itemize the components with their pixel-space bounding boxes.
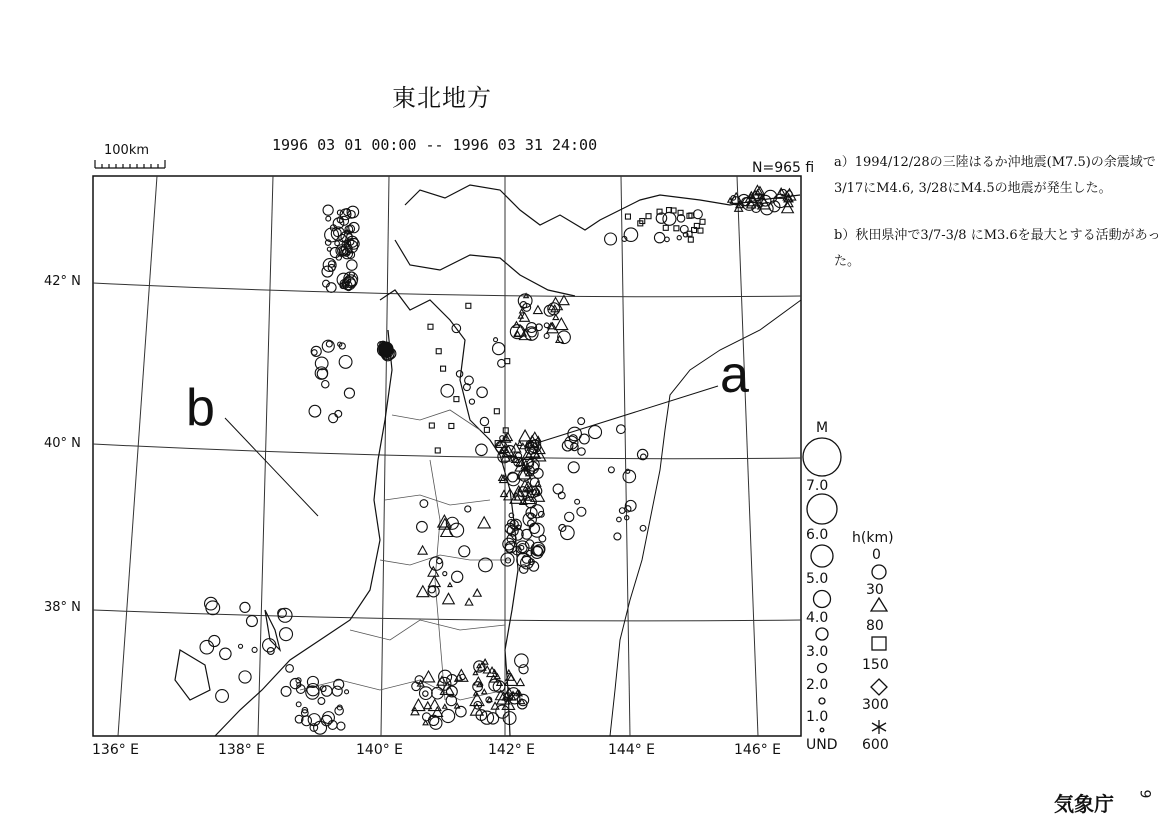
- square-icon: [700, 219, 705, 224]
- triangle-icon: [519, 430, 531, 441]
- square-icon: [872, 637, 886, 650]
- circle-icon: [568, 462, 579, 473]
- sado-island: [175, 650, 210, 700]
- mag-label-7: 7.0: [806, 478, 829, 494]
- lon-label-144: 144° E: [608, 742, 656, 758]
- triangle-icon: [443, 704, 447, 708]
- triangle-icon: [871, 598, 887, 611]
- circle-icon: [565, 512, 574, 521]
- circle-icon: [347, 260, 357, 270]
- annotation-a: a: [720, 346, 749, 404]
- circle-icon: [693, 210, 702, 219]
- lon-label-142: 142° E: [488, 742, 536, 758]
- time-period: 1996 03 01 00:00 -- 1996 03 31 24:00: [272, 136, 598, 154]
- circle-icon: [327, 247, 331, 251]
- circle-icon: [617, 517, 622, 522]
- circle-icon: [337, 722, 345, 730]
- mag-4-circle-icon: [814, 591, 831, 608]
- circle-icon: [575, 499, 580, 504]
- circle-icon: [430, 717, 442, 729]
- lat-label-40: 40° N: [44, 436, 81, 451]
- square-icon: [688, 237, 693, 242]
- square-icon: [441, 366, 446, 371]
- circle-icon: [441, 384, 454, 397]
- triangle-icon: [482, 689, 487, 694]
- circle-icon: [654, 232, 664, 242]
- circle-icon: [281, 686, 291, 696]
- circle-icon: [442, 709, 455, 722]
- circle-icon: [318, 698, 325, 705]
- circle-icon: [530, 523, 544, 537]
- mag-6-circle-icon: [807, 494, 837, 524]
- circle-icon: [544, 333, 549, 338]
- circle-icon: [323, 712, 335, 724]
- circle-icon: [334, 679, 344, 689]
- circle-icon: [419, 687, 432, 700]
- square-icon: [429, 423, 434, 428]
- circle-icon: [238, 644, 242, 648]
- triangle-icon: [443, 593, 455, 603]
- circle-icon: [544, 305, 555, 316]
- square-icon: [646, 214, 651, 219]
- circle-icon: [589, 426, 602, 439]
- lat-label-42: 42° N: [44, 274, 81, 289]
- meridian-136: [118, 176, 157, 736]
- mag-label-6: 6.0: [806, 527, 829, 543]
- circle-icon: [240, 602, 250, 612]
- event-count: N=965 fi: [752, 160, 815, 176]
- circle-icon: [561, 526, 575, 540]
- epicenter-symbols: [200, 185, 796, 734]
- square-icon: [503, 428, 508, 433]
- triangle-icon: [507, 670, 511, 674]
- mag-1-circle-icon: [819, 698, 825, 704]
- circle-icon: [379, 342, 393, 356]
- mag-3-circle-icon: [816, 628, 828, 640]
- circle-icon: [322, 381, 329, 388]
- square-icon: [449, 423, 454, 428]
- square-icon: [484, 427, 489, 432]
- circle-icon: [220, 648, 231, 659]
- triangle-icon: [478, 517, 490, 528]
- depth-label-300: 300: [862, 697, 889, 713]
- circle-icon: [323, 205, 333, 215]
- circle-icon: [625, 506, 631, 512]
- circle-icon: [443, 572, 447, 576]
- mag-7-circle-icon: [803, 438, 841, 476]
- lon-label-140: 140° E: [356, 742, 404, 758]
- mag-label-3: 3.0: [806, 644, 829, 660]
- mag-label-2: 2.0: [806, 677, 829, 693]
- circle-icon: [624, 228, 638, 242]
- circle-icon: [322, 340, 334, 352]
- circle-icon: [335, 241, 340, 246]
- circle-icon: [578, 448, 585, 455]
- border-aomori: [392, 410, 480, 430]
- square-icon: [466, 303, 471, 308]
- depth-label-30: 30: [866, 582, 884, 598]
- triangle-icon: [465, 598, 473, 605]
- circle-icon: [326, 341, 332, 347]
- circle-icon: [519, 665, 528, 674]
- circle-icon: [578, 418, 585, 425]
- circle-icon: [605, 233, 617, 245]
- circle-icon: [614, 533, 621, 540]
- triangle-icon: [473, 589, 481, 596]
- circle-icon: [216, 690, 229, 703]
- triangle-icon: [482, 659, 488, 664]
- note-b: b）秋田県沖で3/7-3/8 にM3.6を最大とする活動があった。: [834, 228, 1161, 269]
- triangle-icon: [501, 490, 508, 496]
- circle-icon: [617, 425, 626, 434]
- triangle-icon: [534, 306, 543, 314]
- asterisk-icon: [872, 720, 886, 734]
- depth-label-600: 600: [862, 737, 889, 753]
- triangle-icon: [448, 583, 452, 587]
- circle-icon: [246, 616, 257, 627]
- circle-icon: [677, 236, 681, 240]
- triangle-icon: [417, 586, 429, 597]
- square-icon: [428, 324, 433, 329]
- circle-icon: [332, 686, 342, 696]
- circle-icon: [326, 216, 331, 221]
- square-icon: [663, 225, 668, 230]
- mag-label-1: 1.0: [806, 709, 829, 725]
- circle-icon: [494, 338, 498, 342]
- scale-bar: [95, 160, 165, 168]
- circle-icon: [456, 371, 462, 377]
- annotation-b: b: [186, 379, 215, 437]
- square-icon: [674, 226, 679, 231]
- circle-icon: [501, 553, 514, 566]
- triangle-icon: [422, 671, 434, 682]
- meridian-140: [381, 176, 389, 736]
- lon-label-136: 136° E: [92, 742, 140, 758]
- circle-icon: [571, 443, 578, 450]
- circle-icon: [480, 417, 488, 425]
- square-icon: [494, 409, 499, 414]
- japan-sea-coast: [215, 330, 392, 736]
- circle-icon: [640, 525, 646, 531]
- circle-icon: [263, 639, 276, 652]
- circle-icon: [329, 414, 338, 423]
- circle-icon: [459, 546, 470, 557]
- graticule: [93, 176, 801, 736]
- map-title: 東北地方: [392, 84, 492, 112]
- triangle-icon: [418, 546, 427, 554]
- square-icon: [435, 448, 440, 453]
- circle-icon: [558, 331, 571, 344]
- mag-label-und: UND: [806, 737, 838, 753]
- circle-icon: [608, 467, 614, 473]
- depth-label-0: 0: [872, 547, 881, 563]
- circle-icon: [577, 507, 586, 516]
- circle-icon: [493, 343, 505, 355]
- diamond-icon: [871, 679, 887, 695]
- lon-label-138: 138° E: [218, 742, 266, 758]
- circle-icon: [309, 405, 321, 417]
- triangle-icon: [511, 443, 521, 452]
- agency-name: 気象庁: [1054, 792, 1114, 816]
- circle-icon: [252, 647, 257, 652]
- mag-label-5: 5.0: [806, 571, 829, 587]
- parallel-40: [93, 444, 801, 459]
- depth-label-80: 80: [866, 618, 884, 634]
- triangle-icon: [518, 314, 523, 318]
- triangle-icon: [411, 708, 419, 715]
- hokkaido-south-coast: [395, 240, 575, 296]
- triangle-icon: [559, 296, 569, 305]
- circle-icon: [505, 558, 510, 563]
- magnitude-legend-title: M: [816, 420, 829, 436]
- circle-icon: [335, 707, 343, 715]
- circle-icon: [417, 521, 428, 532]
- circle-icon: [663, 212, 676, 225]
- circle-icon: [326, 283, 336, 293]
- depth-legend-title: h(km): [852, 530, 894, 546]
- circle-icon: [477, 387, 488, 398]
- meridian-146: [737, 176, 758, 736]
- circle-icon: [476, 444, 488, 456]
- border-fukushima: [350, 620, 505, 640]
- circle-icon: [339, 356, 352, 369]
- square-icon: [625, 214, 630, 219]
- meridian-144: [621, 176, 630, 736]
- square-icon: [454, 397, 459, 402]
- square-icon: [436, 349, 441, 354]
- circle-icon: [452, 571, 463, 582]
- mag-label-4: 4.0: [806, 610, 829, 626]
- circle-icon: [465, 506, 471, 512]
- mag-2-circle-icon: [818, 664, 827, 673]
- circle-icon: [296, 678, 301, 683]
- circle-icon: [200, 640, 214, 654]
- scale-label: 100km: [104, 143, 150, 158]
- circle-icon: [239, 671, 251, 683]
- circle-icon: [568, 427, 582, 441]
- circle-icon: [296, 702, 301, 707]
- note-a: a）1994/12/28の三陸はるか沖地震(M7.5)の余震域で3/17にM4.6, 3/28にM4.5の地震が発生した。: [834, 155, 1156, 196]
- circle-icon: [314, 721, 327, 734]
- circle-icon: [450, 523, 464, 537]
- lat-label-38: 38° N: [44, 600, 81, 615]
- parallel-42: [93, 283, 801, 297]
- circle-icon: [286, 665, 294, 673]
- leader-line-a: [540, 386, 718, 442]
- triangle-icon: [428, 567, 439, 577]
- mag-und-circle-icon: [820, 728, 824, 732]
- mag-5-circle-icon: [811, 545, 833, 567]
- circle-icon: [420, 500, 428, 508]
- page-number: 9: [1136, 789, 1153, 799]
- trench-line: [610, 300, 801, 736]
- circle-icon: [280, 628, 293, 641]
- circle-icon: [344, 388, 354, 398]
- triangle-icon: [429, 576, 441, 587]
- circle-icon: [321, 686, 332, 697]
- depth-label-150: 150: [862, 657, 889, 673]
- tsugaru-coast: [380, 290, 500, 455]
- leader-line-b: [225, 418, 318, 516]
- parallel-38: [93, 610, 801, 621]
- circle-icon: [423, 691, 428, 696]
- circle-icon: [205, 597, 218, 610]
- lon-label-146: 146° E: [734, 742, 782, 758]
- circle-icon: [469, 399, 474, 404]
- circle-icon: [345, 690, 349, 694]
- circle-icon: [872, 565, 886, 579]
